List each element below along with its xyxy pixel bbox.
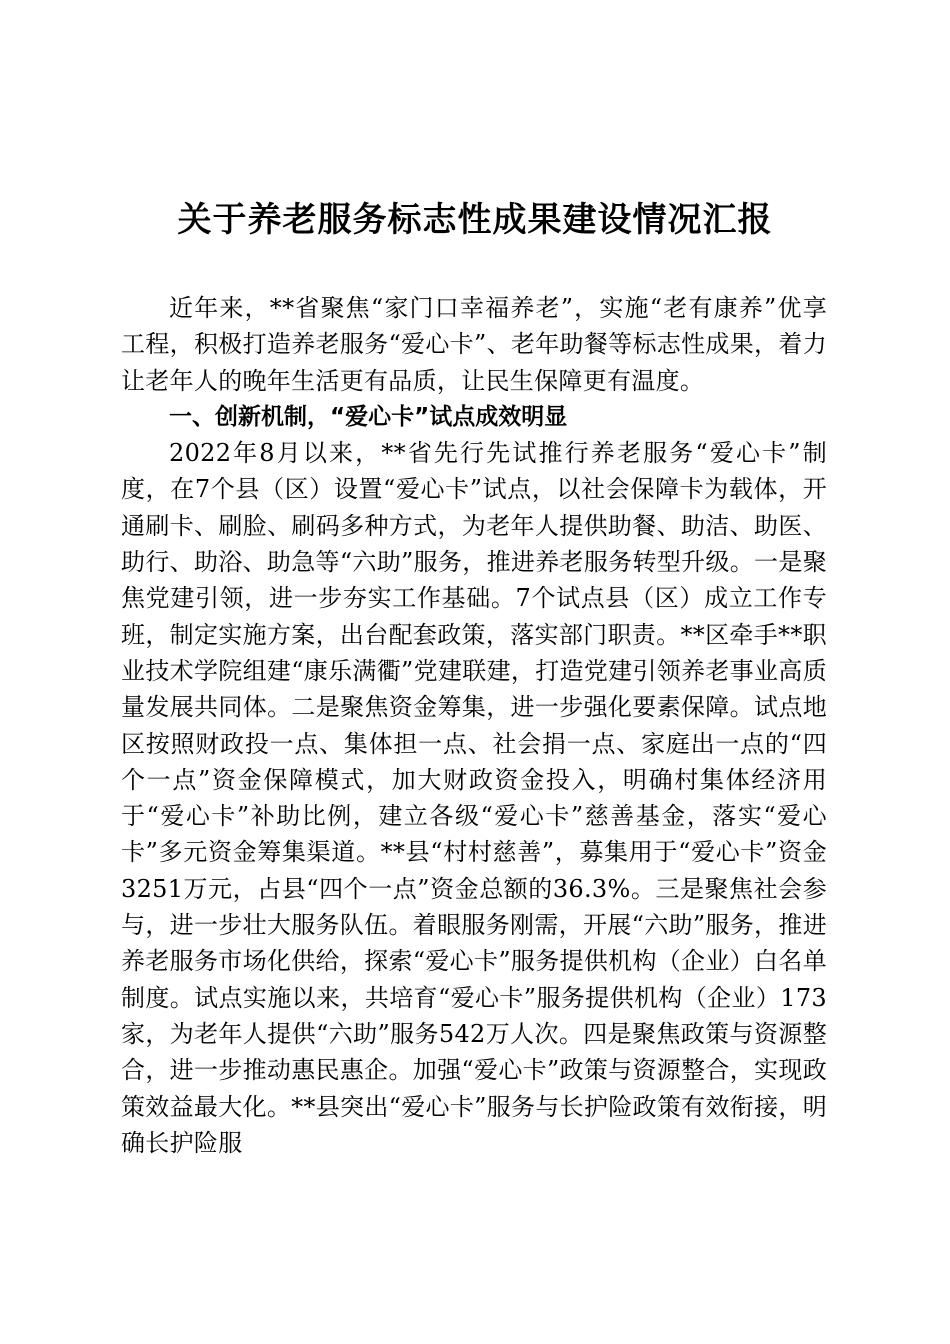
document-title: 关于养老服务标志性成果建设情况汇报 xyxy=(177,200,773,240)
section-paragraph: 2022年8月以来，**省先行先试推行养老服务“爱心卡”制度，在7个县（区）设置“爱心卡”试点，以社会保障卡为载体，开通刷卡、刷脸、刷码多种方式，为老年人提供助餐、助洁、助医、助行、助浴、助急等“六助”服务，推进养老服务转型升级。一是聚焦党建引领，进一步夯实工作基础。7个试点县（区）成立工作专班，制定实施方案，出台配套政策，落实部门职责。**区牵手**职业技术学院组建“康乐满衢”党建联建，打造党建引领养老事业高质量发展共同体。二是聚焦资金筹集，进一步强化要素保障。试点地区按照财政投一点、集体担一点、社会捐一点、家庭出一点的“四个一点”资金保障模式，加大财政资金投入，明确村集体经济用于“爱心卡”补助比例，建立各级“爱心卡”慈善基金，落实“爱心卡”多元资金筹集渠道。**县“村村慈善”，募集用于“爱心卡”资金3251万元，占县“四个一点”资金总额的36.3%。三是聚焦社会参与，进一步壮大服务队伍。着眼服务刚需，开展“六助”服务，推进养老服务市场化供给，探索“爱心卡”服务提供机构（企业）白名单制度。试点实施以来，共培育“爱心卡”服务提供机构（企业）173家，为老年人提供“六助”服务542万人次。四是聚焦政策与资源整合，进一步推动惠民惠企。加强“爱心卡”政策与资源整合，实现政策效益最大化。**县突出“爱心卡”服务与长护险政策有效衔接，明确长护险服 xyxy=(121,439,827,1157)
document-body xyxy=(121,290,827,1161)
intro-paragraph: 近年来，**省聚焦“家门口幸福养老”，实施“老有康养”优享工程，积极打造养老服务“爱心卡”、老年助餐等标志性成果，着力让老年人的晚年生活更有品质，让民生保障更有温度。 xyxy=(121,294,827,395)
section-heading: 一、创新机制，“爱心卡”试点成效明显 xyxy=(169,403,568,430)
